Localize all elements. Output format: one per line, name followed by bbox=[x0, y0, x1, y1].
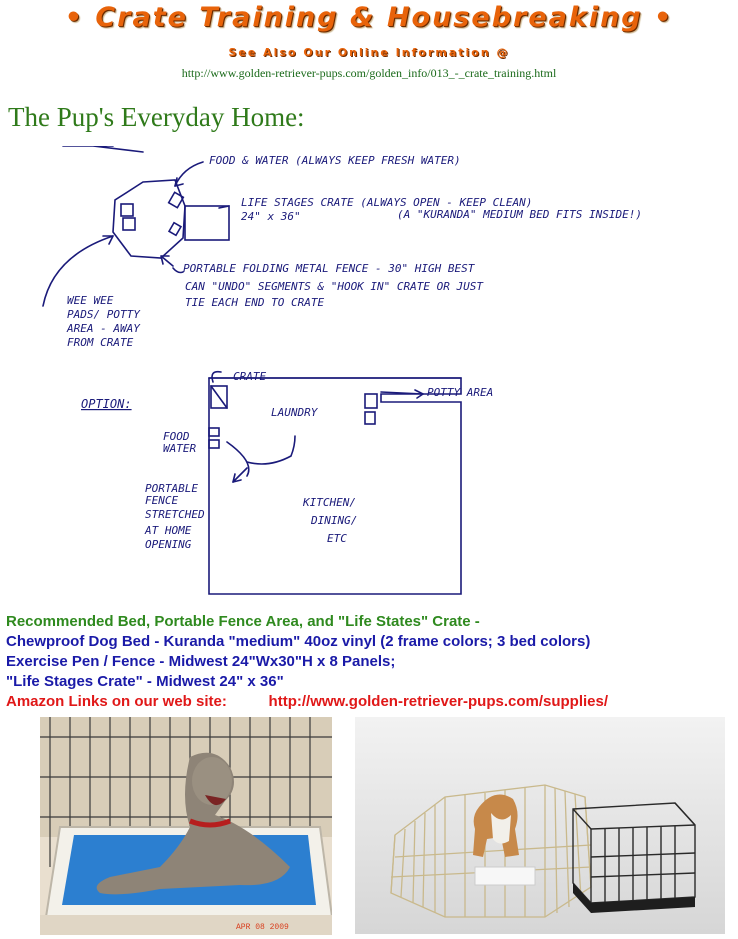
sketch-crate-line2: 24" x 36" bbox=[241, 210, 301, 223]
pen-crate-photo bbox=[355, 717, 725, 934]
sketch-fence-line2: CAN "UNDO" SEGMENTS & "HOOK IN" CRATE OR JUST bbox=[185, 280, 484, 293]
sketch-pf-line2: FENCE bbox=[145, 494, 179, 507]
sketch-pf-line4: AT HOME bbox=[145, 524, 192, 537]
sketch-pf-line5: OPENING bbox=[145, 538, 192, 551]
dog-bed-photo bbox=[40, 717, 332, 935]
sketch-crate-line3: (A "KURANDA" MEDIUM BED FITS INSIDE!) bbox=[397, 208, 643, 221]
sketch-fence-line3: TIE EACH END TO CRATE bbox=[185, 296, 325, 309]
sketch-crate-line1: LIFE STAGES CRATE (ALWAYS OPEN - KEEP CLEAN) bbox=[241, 196, 533, 209]
floor-plan-sketch bbox=[33, 146, 705, 612]
page-title: • Crate Training & Housebreaking • bbox=[64, 2, 674, 33]
sketch-kitchen: KITCHEN/ bbox=[303, 496, 356, 509]
sketch-water: WATER bbox=[163, 442, 197, 455]
caption-line4: "Life Stages Crate" - Midwest 24" x 36" bbox=[6, 673, 284, 690]
caption-line1: Recommended Bed, Portable Fence Area, and "Life States" Crate - bbox=[6, 613, 480, 630]
sketch-dining: DINING/ bbox=[311, 514, 358, 527]
sketch-pf-line1: PORTABLE bbox=[145, 482, 198, 495]
product-captions bbox=[6, 612, 608, 712]
section-heading: The Pup's Everyday Home: bbox=[8, 102, 305, 132]
sketch-wee-line3: AREA - AWAY bbox=[67, 322, 140, 335]
info-link[interactable]: http://www.golden-retriever-pups.com/golden_info/013_-_crate_training.html bbox=[181, 66, 557, 80]
sketch-wee-line1: WEE WEE bbox=[67, 294, 114, 307]
sketch-wee-line4: FROM CRATE bbox=[67, 336, 134, 349]
amazon-label: Amazon Links on our web site: bbox=[6, 693, 227, 710]
sketch-pf-line3: STRETCHED bbox=[145, 508, 205, 521]
see-also-text: See Also Our Online Information @ bbox=[228, 46, 510, 59]
caption-line5 bbox=[6, 692, 608, 712]
sketch-option: OPTION: bbox=[81, 397, 132, 411]
photo-date-stamp: APR 08 2009 bbox=[236, 923, 289, 932]
caption-line2: Chewproof Dog Bed - Kuranda "medium" 40oz vinyl (2 frame colors; 3 bed colors) bbox=[6, 633, 591, 650]
sketch-fence-line1: PORTABLE FOLDING METAL FENCE - 30" HIGH BEST bbox=[183, 262, 475, 275]
supplies-link[interactable]: http://www.golden-retriever-pups.com/supplies/ bbox=[268, 693, 609, 710]
sketch-food-water: FOOD & WATER (ALWAYS KEEP FRESH WATER) bbox=[209, 154, 461, 167]
sketch-laundry: LAUNDRY bbox=[271, 406, 318, 419]
sketch-wee-line2: PADS/ POTTY bbox=[67, 308, 140, 321]
caption-line3: Exercise Pen / Fence - Midwest 24"Wx30"H x 8 Panels; bbox=[6, 653, 396, 670]
sketch-food: FOOD bbox=[163, 430, 190, 443]
sketch-etc: ETC bbox=[327, 532, 347, 545]
sketch-potty-area: POTTY AREA bbox=[427, 386, 494, 399]
sketch-crate-label: CRATE bbox=[233, 370, 267, 383]
